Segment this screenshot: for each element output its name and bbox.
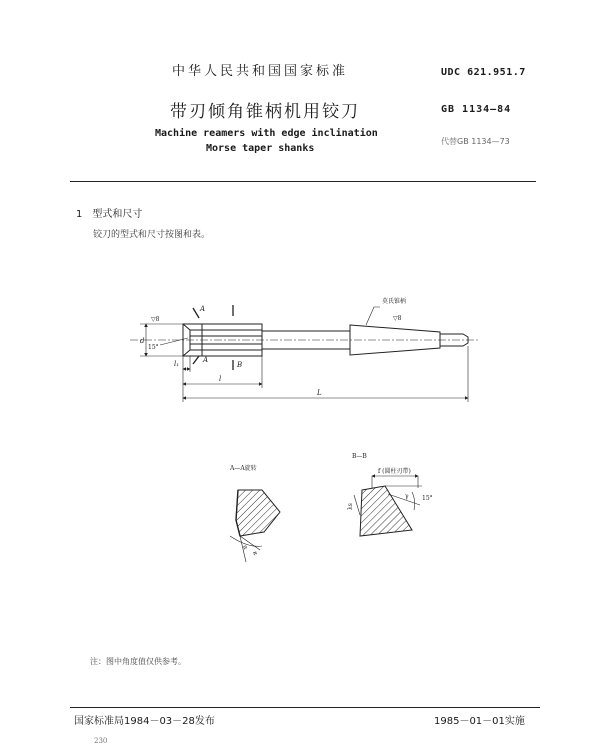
label-alpha: α	[241, 544, 250, 551]
label-section-a-bottom: A	[203, 356, 209, 364]
replaces-note: 代替GB 1134—73	[441, 137, 510, 146]
label-diameter: d	[140, 337, 145, 345]
document-title-en-line1: Machine reamers with edge inclination	[155, 128, 378, 139]
label-lead-angle: 15°	[148, 344, 159, 351]
label-morse-shank: 莫氏锥柄	[382, 298, 407, 305]
label-gamma: γ	[405, 493, 409, 500]
label-inclination-angle: 15°	[422, 495, 433, 502]
effective-date: 1985－01－01实施	[434, 716, 525, 727]
section-paragraph: 铰刀的型式和尺寸按图和表。	[93, 230, 211, 240]
document-title-cn: 带刃倾角锥柄机用铰刀	[170, 102, 360, 122]
footer-divider	[70, 707, 540, 708]
reamer-side-view	[130, 305, 478, 402]
section-title: 型式和尺寸	[92, 209, 143, 220]
document-title-en-line2: Morse taper shanks	[206, 143, 315, 154]
label-l1: l₁	[174, 360, 180, 368]
label-roughness-right: ▽8	[393, 315, 402, 322]
label-roughness-left: ▽8	[151, 316, 160, 323]
section-bb-view	[354, 476, 422, 536]
gb-code: GB 1134—84	[441, 104, 512, 115]
section-number: 1	[76, 209, 83, 220]
issue-date: 国家标准局1984－03－28发布	[74, 716, 215, 727]
standard-name: 中华人民共和国国家标准	[172, 64, 349, 79]
label-section-aa: A—A旋转	[230, 465, 257, 472]
label-section-b: B	[237, 361, 243, 369]
udc-code: UDC 621.951.7	[441, 67, 526, 78]
label-section-bb: B—B	[352, 453, 367, 460]
label-cylindrical-land: f (圆柱刃带)	[378, 468, 411, 475]
label-kappa: κ	[251, 550, 259, 557]
label-L: L	[317, 389, 322, 397]
figure-note: 注：图中角度值仅供参考。	[90, 657, 186, 666]
reamer-labels	[140, 297, 406, 397]
page-number: 230	[94, 737, 108, 745]
label-l: l	[219, 375, 222, 383]
label-section-a-top: A	[200, 305, 206, 313]
label-lambda: λs	[347, 503, 354, 510]
